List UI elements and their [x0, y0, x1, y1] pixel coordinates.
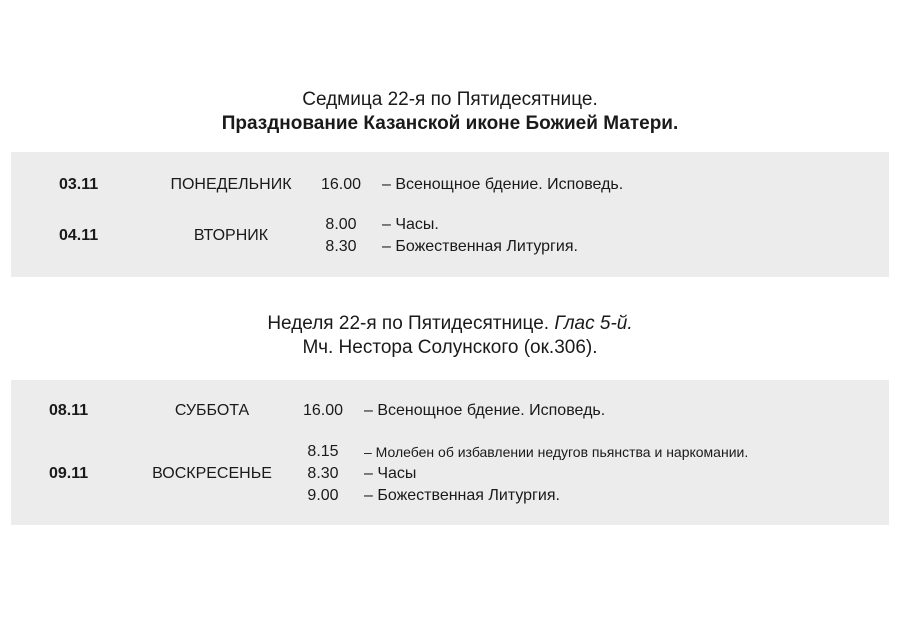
row-times	[293, 441, 353, 507]
row-time: 8.15	[307, 443, 339, 460]
row-services	[382, 174, 623, 196]
row-date: 08.11	[49, 402, 89, 419]
row-weekday: ВТОРНИК	[193, 227, 269, 244]
row-weekday: ПОНЕДЕЛЬНИК	[170, 176, 292, 193]
week2-glas: Глас 5-й.	[554, 313, 633, 334]
row-time: 9.00	[307, 487, 339, 504]
row-date: 03.11	[59, 176, 99, 193]
row-date: 04.11	[59, 227, 99, 244]
week2-schedule	[11, 380, 889, 525]
row-service: – Часы.	[382, 216, 439, 233]
row-services	[382, 214, 578, 258]
row-service: – Часы	[364, 465, 417, 482]
row-times	[311, 174, 371, 196]
row-service: – Божественная Литургия.	[364, 487, 560, 504]
row-times	[311, 214, 371, 258]
row-weekday: СУББОТА	[174, 402, 250, 419]
week2-subtitle: Мч. Нестора Солунского (ок.306).	[302, 337, 598, 358]
row-service: – Божественная Литургия.	[382, 238, 578, 255]
week2-title: Неделя 22-я по Пятидесятнице.	[267, 313, 550, 334]
row-time: 8.30	[325, 238, 357, 255]
week1-title: Седмица 22-я по Пятидесятнице.	[302, 89, 598, 110]
row-service: – Молебен об избавлении недугов пьянства и наркомании.	[364, 444, 749, 460]
row-services	[364, 400, 605, 422]
row-time: 8.00	[325, 216, 357, 233]
week1-subtitle: Празднование Казанской иконе Божией Матери.	[221, 113, 679, 134]
row-service: – Всенощное бдение. Исповедь.	[382, 176, 624, 193]
row-time: 16.00	[302, 402, 344, 419]
row-service: – Всенощное бдение. Исповедь.	[364, 402, 606, 419]
row-date: 09.11	[49, 465, 89, 482]
week1-heading	[0, 88, 900, 136]
week2-title-line	[0, 312, 900, 336]
row-time: 8.30	[307, 465, 339, 482]
row-times	[293, 400, 353, 422]
row-time: 16.00	[320, 176, 362, 193]
row-weekday: ВОСКРЕСЕНЬЕ	[152, 465, 272, 482]
week2-heading	[0, 312, 900, 360]
week1-schedule	[11, 152, 889, 277]
row-services	[364, 441, 748, 507]
